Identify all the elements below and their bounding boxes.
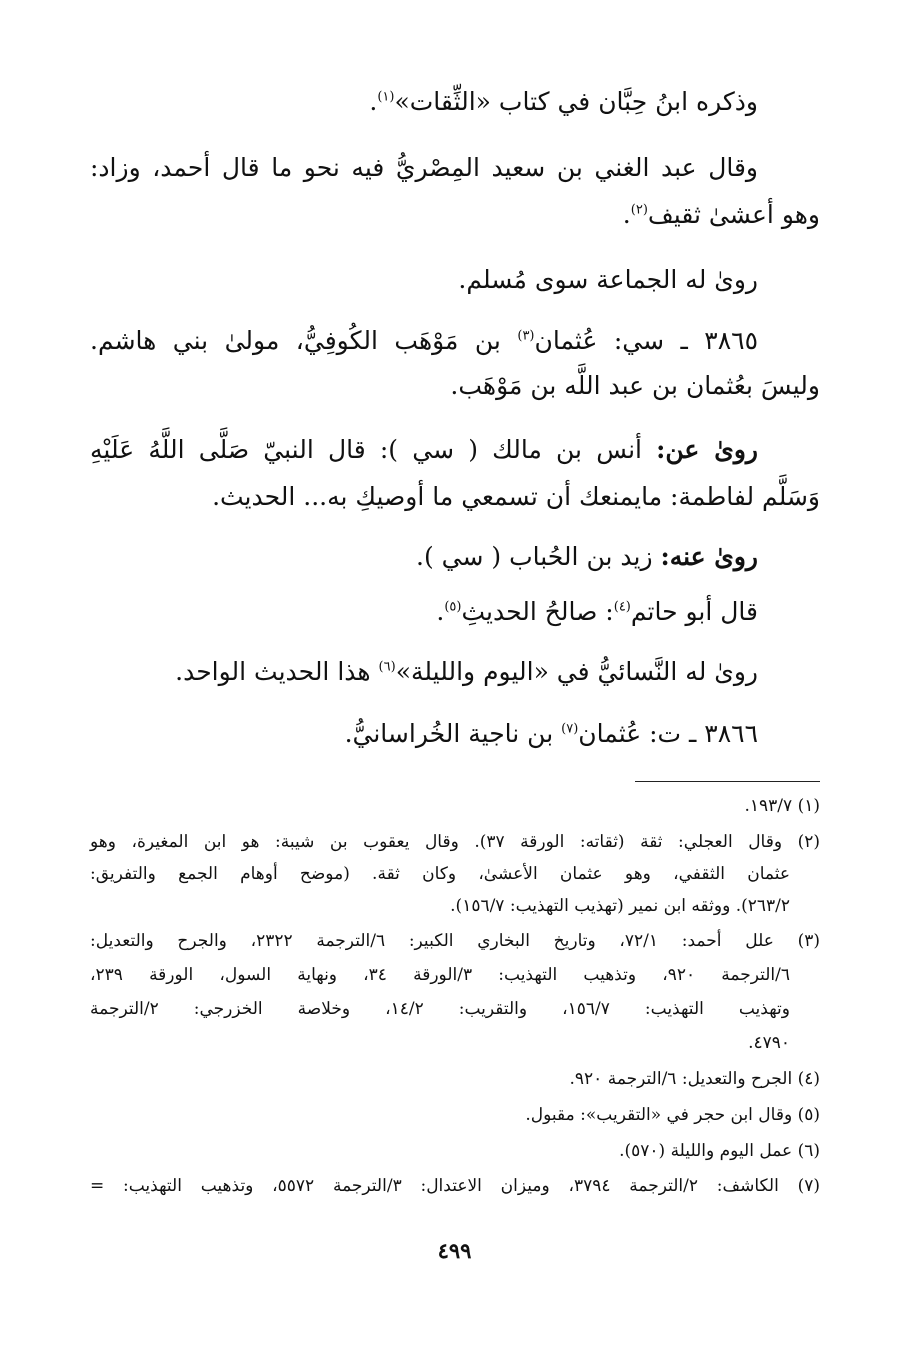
text-segment: وَسَلَّم لفاطمة: مايمنعك أن تسمعي ما أوصيكِ به... الحديث. <box>212 482 820 511</box>
footnote-3-line1: (٣) علل أحمد: ٧٢/١، وتاريخ البخاري الكبير: ٦/الترجمة ٢٣٢٢، والجرح والتعديل: <box>90 931 820 951</box>
footnote-7: (٧) الكاشف: ٢/الترجمة ٣٧٩٤، وميزان الاعتدال: ٣/الترجمة ٥٥٧٢، وتذهيب التهذيب: = <box>90 1176 821 1196</box>
book-page <box>90 0 820 1345</box>
entry-3866-heading: ٣٨٦٦ ـ ت: عُثمان <box>578 719 758 748</box>
text-punct: . <box>369 87 378 116</box>
text-segment: روىٰ له النَّسائيُّ في «اليوم والليلة» <box>395 657 758 686</box>
footnote-2-line2: عثمان الثقفي، وهو عثمان الأعشىٰ، وكان ثقة. (موضح أوهام الجمع والتفريق: <box>90 864 790 884</box>
footnote-6: (٦) عمل اليوم والليلة (٥٧٠). <box>619 1141 820 1161</box>
rawa-an-line1 <box>90 431 758 469</box>
text-segment: وقال عبد الغني بن سعيد المِصْريُّ فيه نحو ما قال أحمد، وزاد: <box>90 153 758 182</box>
footnote-ref-4: (٤) <box>613 599 631 615</box>
footnote-3-line4: ٤٧٩٠. <box>748 1033 790 1053</box>
footnote-ref-7: (٧) <box>561 721 579 737</box>
footnote-ref-5: (٥) <box>444 599 462 615</box>
text-segment: وذكره ابنُ حِبَّان في كتاب «الثِّقات» <box>394 87 758 116</box>
nasai-line <box>90 653 758 691</box>
text-segment: بن ناجية الخُراسانيُّ. <box>344 719 554 748</box>
text-line-rawa-lahu-jamaa <box>90 261 758 299</box>
text-segment: وهو أعشىٰ ثقيف <box>647 200 820 229</box>
footnote-ref-1: (١) <box>377 89 395 105</box>
text-line-ibn-hibban <box>90 83 758 121</box>
abu-hatim-line <box>90 593 758 631</box>
text-segment: : صالحُ الحديثِ <box>461 597 614 626</box>
text-line-asha-thaqif <box>90 196 820 234</box>
rawa-anhu-line <box>90 538 758 576</box>
page-number: ٤٩٩ <box>437 1238 472 1263</box>
footnote-2-line3: ٢٦٣/٢). ووثقه ابن نمير (تهذيب التهذيب: ١٥٦/٧). <box>450 896 790 916</box>
entry-3865-line2 <box>90 367 820 405</box>
footnote-5: (٥) وقال ابن حجر في «التقريب»: مقبول. <box>525 1105 820 1125</box>
text-segment: بن مَوْهَب الكُوفِيُّ، مولىٰ بني هاشم. <box>90 326 501 355</box>
footnote-2-line1: (٢) وقال العجلي: ثقة (ثقاته: الورقة ٣٧). وقال يعقوب بن شيبة: هو ابن المغيرة، وهو <box>90 832 820 852</box>
text-segment: وليسَ بعُثمان بن عبد اللَّه بن مَوْهَب. <box>450 371 820 400</box>
footnote-ref-2: (٢) <box>630 202 648 218</box>
footnote-4: (٤) الجرح والتعديل: ٦/الترجمة ٩٢٠. <box>569 1069 820 1089</box>
entry-3866-line <box>90 715 758 753</box>
text-segment: زيد بن الحُباب ( سي ). <box>416 542 653 571</box>
entry-3865-line1 <box>90 322 758 360</box>
footnote-3-line3: وتهذيب التهذيب: ١٥٦/٧، والتقريب: ١٤/٢، وخلاصة الخزرجي: ٢/الترجمة <box>90 999 790 1019</box>
text-segment: روىٰ له الجماعة سوى مُسلم. <box>458 265 758 294</box>
text-punct: . <box>436 597 445 626</box>
footnote-1: (١) ١٩٣/٧. <box>744 796 820 816</box>
text-punct: . <box>622 200 631 229</box>
footnote-ref-6: (٦) <box>378 659 396 675</box>
text-segment: هذا الحديث الواحد. <box>175 657 371 686</box>
text-segment: قال أبو حاتم <box>630 597 758 626</box>
rawa-an-label: روىٰ عن: <box>656 435 759 464</box>
rawa-an-line2 <box>90 478 820 516</box>
footnote-separator <box>635 781 820 782</box>
rawa-anhu-label: روىٰ عنه: <box>660 542 758 571</box>
footnote-ref-3: (٣) <box>517 328 535 344</box>
footnote-3-line2: ٦/الترجمة ٩٢٠، وتذهيب التهذيب: ٣/الورقة ٣٤، ونهاية السول، الورقة ٢٣٩، <box>90 965 790 985</box>
text-segment: أنس بن مالك ( سي ): قال النبيّ صَلَّى اللَّهُ عَلَيْهِ <box>90 435 642 464</box>
entry-3865-heading: ٣٨٦٥ ـ سي: عُثمان <box>534 326 759 355</box>
text-line-abd-alghani <box>90 149 758 187</box>
